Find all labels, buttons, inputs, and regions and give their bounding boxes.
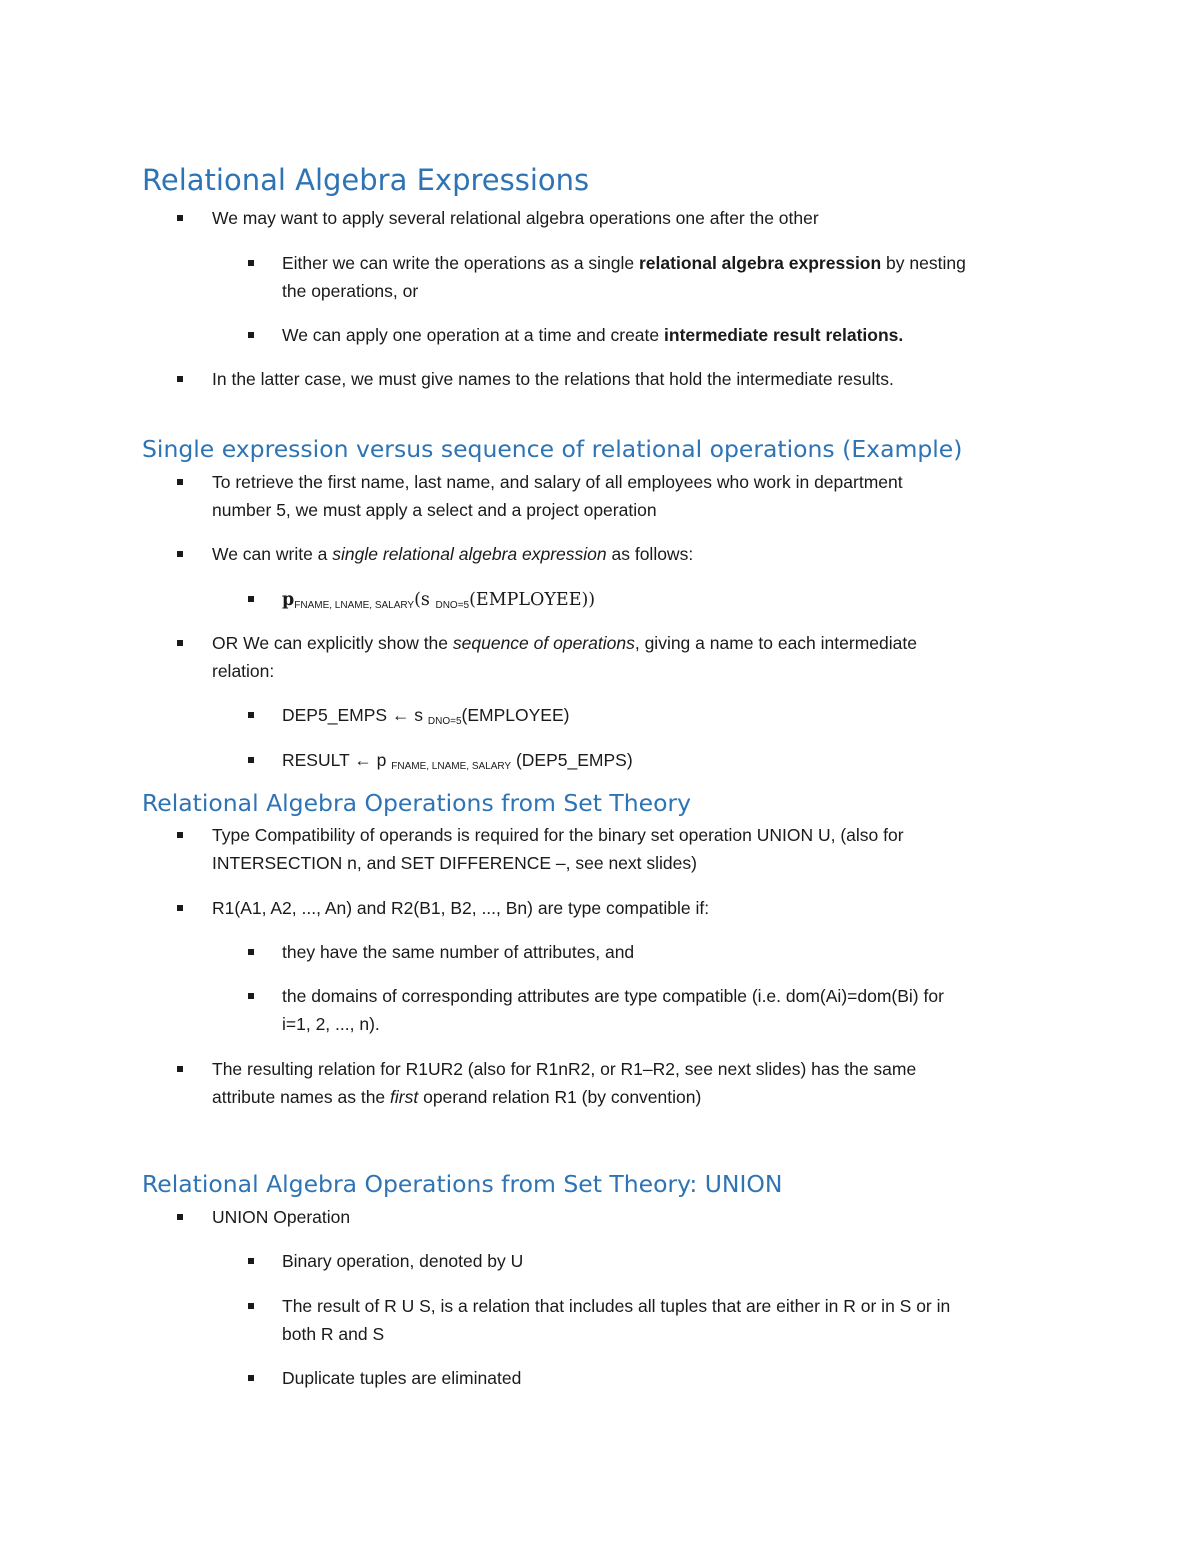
formula: DEP5_EMPS ← s DNO=5(EMPLOYEE) <box>282 705 570 727</box>
list-item: the domains of corresponding attributes are type compatible (i.e. dom(Ai)=dom(Bi) for <box>282 986 944 1006</box>
list-item: We may want to apply several relational algebra operations one after the other <box>212 208 819 228</box>
section-heading: Relational Algebra Operations from Set Theory <box>142 789 692 817</box>
bullet-icon <box>177 215 183 221</box>
section-heading: Relational Algebra Expressions <box>142 163 590 197</box>
bullet-icon <box>177 1214 183 1220</box>
list-item-continued: relation: <box>212 661 275 681</box>
list-item: The resulting relation for R1UR2 (also for R1nR2, or R1–R2, see next slides) has the same <box>212 1059 917 1079</box>
list-item: Duplicate tuples are eliminated <box>282 1368 522 1388</box>
bullet-icon <box>248 1258 254 1264</box>
list-item: Binary operation, denoted by U <box>282 1251 524 1271</box>
list-item-continued: attribute names as the first operand relation R1 (by convention) <box>212 1087 702 1107</box>
list-item: In the latter case, we must give names to the relations that hold the intermediate results. <box>212 369 894 389</box>
list-item: UNION Operation <box>212 1207 351 1227</box>
bullet-icon <box>248 757 254 763</box>
bullet-icon <box>248 1375 254 1381</box>
bullet-icon <box>248 949 254 955</box>
bullet-icon <box>248 260 254 266</box>
bullet-icon <box>177 640 183 646</box>
bullet-icon <box>248 596 254 602</box>
bullet-icon <box>177 832 183 838</box>
bullet-icon <box>177 479 183 485</box>
formula: RESULT ← p FNAME, LNAME, SALARY (DEP5_EMPS) <box>282 750 633 772</box>
list-item: R1(A1, A2, ..., An) and R2(B1, B2, ..., Bn) are type compatible if: <box>212 898 710 918</box>
section-heading: Single expression versus sequence of relational operations (Example) <box>142 435 963 463</box>
bullet-icon <box>248 712 254 718</box>
list-item: We can write a single relational algebra expression as follows: <box>212 544 694 564</box>
bullet-icon <box>177 551 183 557</box>
list-item-continued: both R and S <box>282 1324 385 1344</box>
list-item: To retrieve the first name, last name, and salary of all employees who work in department <box>212 472 903 492</box>
bullet-icon <box>248 993 254 999</box>
list-item: OR We can explicitly show the sequence of operations, giving a name to each intermediate <box>212 633 917 653</box>
list-item-continued: the operations, or <box>282 281 419 301</box>
formula: pFNAME, LNAME, SALARY(s DNO=5(EMPLOYEE)) <box>282 590 596 611</box>
bullet-icon <box>177 376 183 382</box>
list-item-continued: number 5, we must apply a select and a project operation <box>212 500 657 520</box>
bullet-icon <box>248 1303 254 1309</box>
list-item: they have the same number of attributes, and <box>282 942 635 962</box>
section-heading: Relational Algebra Operations from Set Theory: UNION <box>142 1170 783 1198</box>
bullet-icon <box>177 905 183 911</box>
list-item-continued: i=1, 2, ..., n). <box>282 1014 380 1034</box>
list-item: Type Compatibility of operands is required for the binary set operation UNION U, (also for <box>212 825 904 845</box>
bullet-icon <box>248 332 254 338</box>
list-item: We can apply one operation at a time and create intermediate result relations. <box>282 325 904 345</box>
list-item: The result of R U S, is a relation that includes all tuples that are either in R or in S or in <box>282 1296 951 1316</box>
list-item: Either we can write the operations as a single relational algebra expression by nesting <box>282 253 966 273</box>
list-item-continued: INTERSECTION n, and SET DIFFERENCE –, see next slides) <box>212 853 697 873</box>
bullet-icon <box>177 1066 183 1072</box>
